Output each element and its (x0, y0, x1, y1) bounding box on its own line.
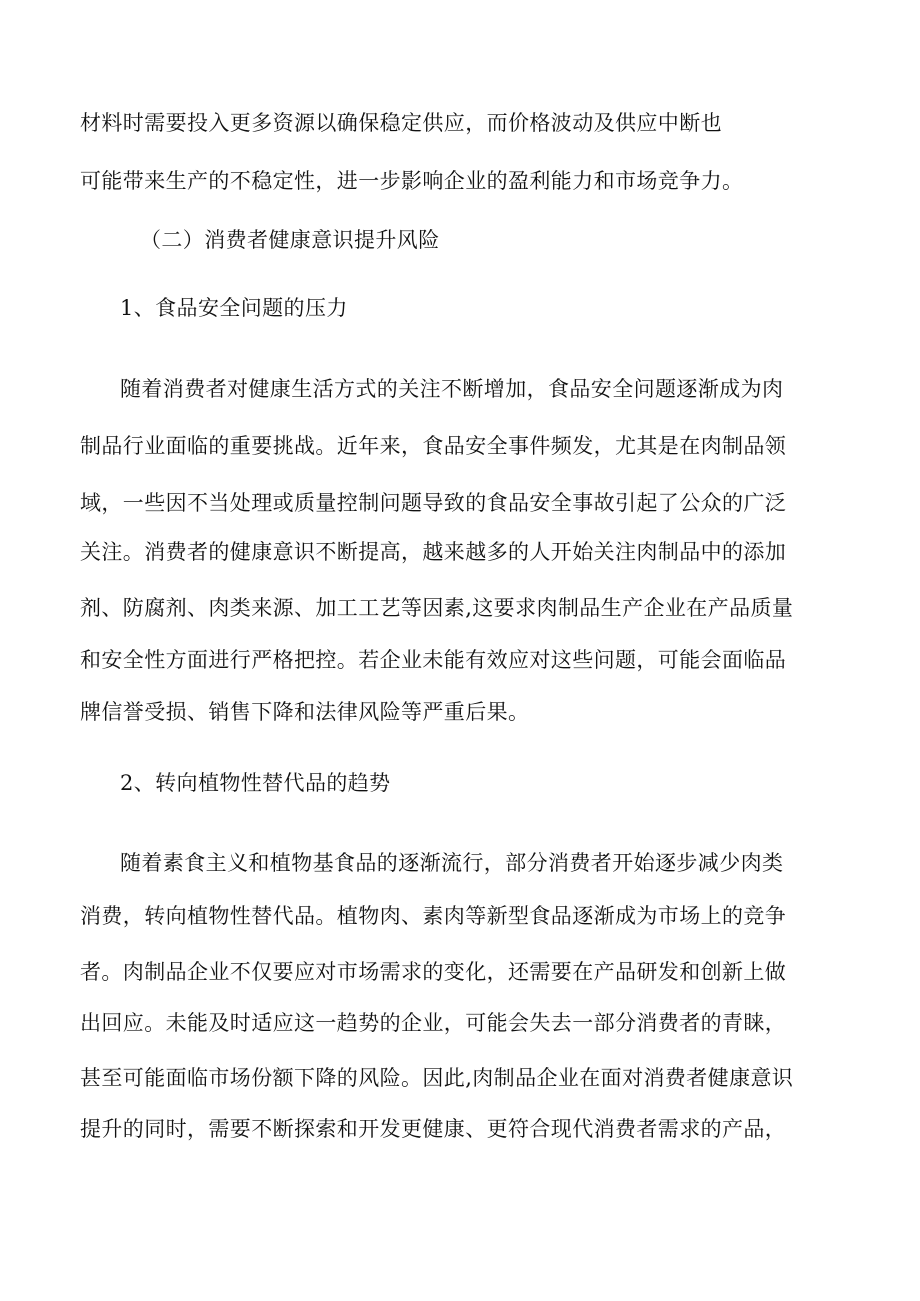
subsection-2-line-6: 提升的同时，需要不断探索和开发更健康、更符合现代消费者需求的产品， (80, 1117, 787, 1141)
subsection-1-line-2: 制品行业面临的重要挑战。近年来，食品安全事件频发，尤其是在肉制品领 (80, 434, 787, 458)
subsection-2-line-1: 随着素食主义和植物基食品的逐渐流行，部分消费者开始逐步减少肉类 (120, 851, 784, 875)
subsection-1-line-6: 和安全性方面进行严格把控。若企业未能有效应对这些问题，可能会面临品 (80, 648, 787, 672)
subsection-2-line-4: 出回应。未能及时适应这一趋势的企业，可能会失去一部分消费者的青睐， (80, 1011, 787, 1035)
subsection-1-line-1: 随着消费者对健康生活方式的关注不断增加，食品安全问题逐渐成为肉 (120, 377, 784, 401)
subsection-2-line-2: 消费，转向植物性替代品。植物肉、素肉等新型食品逐渐成为市场上的竞争 (80, 904, 787, 928)
subsection-1-line-4: 关注。消费者的健康意识不断提高，越来越多的人开始关注肉制品中的添加 (80, 540, 787, 564)
subsection-1-line-7: 牌信誉受损、销售下降和法律风险等严重后果。 (80, 700, 530, 724)
section-heading: （二）消费者健康意识提升风险 (140, 228, 440, 252)
subsection-2-line-3: 者。肉制品企业不仅要应对市场需求的变化，还需要在产品研发和创新上做 (80, 960, 787, 984)
subsection-2-line-5: 甚至可能面临市场份额下降的风险。因此,肉制品企业在面对消费者健康意识 (80, 1066, 794, 1090)
subsection-1-line-3: 域，一些因不当处理或质量控制问题导致的食品安全事故引起了公众的广泛 (80, 491, 787, 515)
continuation-line-2: 可能带来生产的不稳定性，进一步影响企业的盈利能力和市场竞争力。 (80, 169, 744, 193)
subsection-1-line-5: 剂、防腐剂、肉类来源、加工工艺等因素,这要求肉制品生产企业在产品质量 (80, 596, 794, 620)
subsection-1-title: 1、食品安全问题的压力 (120, 296, 348, 320)
continuation-line-1: 材料时需要投入更多资源以确保稳定供应，而价格波动及供应中断也 (80, 111, 722, 135)
subsection-2-title: 2、转向植物性替代品的趋势 (120, 771, 391, 795)
